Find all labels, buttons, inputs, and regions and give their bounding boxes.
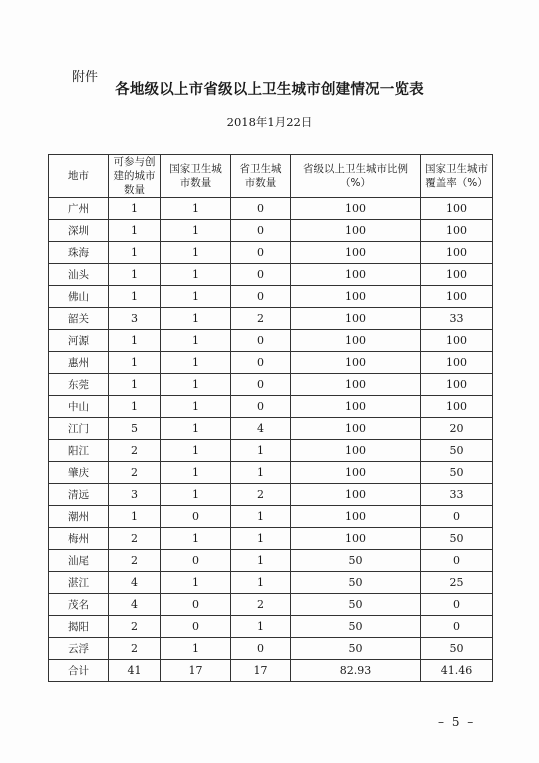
value-cell-eligible-count: 1 — [109, 286, 161, 308]
column-header-line: 省卫生城 — [239, 163, 282, 175]
value-cell-eligible-count: 2 — [109, 550, 161, 572]
attachment-label: 附件 — [72, 70, 99, 85]
value-cell-national-count: 1 — [161, 308, 231, 330]
city-cell: 梅州 — [49, 528, 109, 550]
value-cell-national-count: 1 — [161, 484, 231, 506]
city-cell: 珠海 — [49, 242, 109, 264]
value-cell-national-count: 1 — [161, 264, 231, 286]
value-cell-eligible-count: 1 — [109, 330, 161, 352]
value-cell-national-count: 1 — [161, 528, 231, 550]
city-cell: 河源 — [49, 330, 109, 352]
value-cell-eligible-count: 4 — [109, 572, 161, 594]
value-cell-national-count: 1 — [161, 220, 231, 242]
value-cell-eligible-count: 1 — [109, 220, 161, 242]
hygienic-city-table — [48, 154, 493, 682]
table-row — [49, 286, 493, 308]
city-cell: 东莞 — [49, 374, 109, 396]
value-cell-provincial-count: 1 — [231, 550, 291, 572]
value-cell-eligible-count: 2 — [109, 528, 161, 550]
value-cell-provincial-count: 1 — [231, 616, 291, 638]
column-header-line: 数量 — [124, 184, 145, 196]
value-cell-coverage: 50 — [421, 462, 493, 484]
value-cell-national-count: 0 — [161, 616, 231, 638]
value-cell-provincial-count: 0 — [231, 396, 291, 418]
city-cell: 汕尾 — [49, 550, 109, 572]
column-header-line: 国家卫生城 — [169, 163, 222, 175]
value-cell-eligible-count: 1 — [109, 374, 161, 396]
value-cell-national-count: 1 — [161, 198, 231, 220]
value-cell-ratio: 100 — [291, 506, 421, 528]
city-cell: 清远 — [49, 484, 109, 506]
column-header-line: 国家卫生城市 — [425, 163, 488, 175]
value-cell-coverage: 100 — [421, 374, 493, 396]
value-cell-coverage: 25 — [421, 572, 493, 594]
value-cell-coverage: 0 — [421, 506, 493, 528]
table-row — [49, 506, 493, 528]
value-cell-coverage: 100 — [421, 396, 493, 418]
table-row — [49, 418, 493, 440]
value-cell-provincial-count: 0 — [231, 330, 291, 352]
city-cell: 肇庆 — [49, 462, 109, 484]
value-cell-ratio: 100 — [291, 396, 421, 418]
value-cell-coverage: 33 — [421, 484, 493, 506]
table-row — [49, 528, 493, 550]
city-cell: 惠州 — [49, 352, 109, 374]
value-cell-ratio: 50 — [291, 616, 421, 638]
value-cell-coverage: 0 — [421, 550, 493, 572]
value-cell-eligible-count: 1 — [109, 352, 161, 374]
value-cell-eligible-count: 2 — [109, 616, 161, 638]
value-cell-ratio: 100 — [291, 198, 421, 220]
value-cell-provincial-count: 0 — [231, 374, 291, 396]
document-title: 各地级以上市省级以上卫生城市创建情况一览表 — [115, 82, 424, 98]
column-header-city — [49, 155, 109, 198]
value-cell-provincial-count: 1 — [231, 462, 291, 484]
value-cell-provincial-count: 0 — [231, 198, 291, 220]
value-cell-eligible-count: 1 — [109, 506, 161, 528]
table-row — [49, 220, 493, 242]
value-cell-eligible-count: 2 — [109, 638, 161, 660]
value-cell-ratio: 100 — [291, 462, 421, 484]
value-cell-provincial-count: 0 — [231, 638, 291, 660]
city-cell: 韶关 — [49, 308, 109, 330]
value-cell-eligible-count: 1 — [109, 396, 161, 418]
value-cell-provincial-count: 0 — [231, 264, 291, 286]
value-cell-eligible-count: 2 — [109, 462, 161, 484]
value-cell-provincial-count: 2 — [231, 594, 291, 616]
value-cell-eligible-count: 3 — [109, 484, 161, 506]
value-cell-eligible-count: 3 — [109, 308, 161, 330]
value-cell-national-count: 1 — [161, 396, 231, 418]
value-cell-provincial-count: 1 — [231, 572, 291, 594]
table-row — [49, 308, 493, 330]
table-row — [49, 374, 493, 396]
value-cell-ratio: 50 — [291, 594, 421, 616]
value-cell-coverage: 100 — [421, 330, 493, 352]
city-cell: 揭阳 — [49, 616, 109, 638]
table-row — [49, 638, 493, 660]
value-cell-provincial-count: 4 — [231, 418, 291, 440]
value-cell-provincial-count: 0 — [231, 242, 291, 264]
table-row — [49, 484, 493, 506]
value-cell-provincial-count: 2 — [231, 308, 291, 330]
column-header-line: 省级以上卫生城市比例 — [303, 163, 408, 175]
city-cell: 汕头 — [49, 264, 109, 286]
value-cell-ratio: 100 — [291, 352, 421, 374]
city-cell: 云浮 — [49, 638, 109, 660]
value-cell-ratio: 50 — [291, 550, 421, 572]
value-cell-ratio: 100 — [291, 440, 421, 462]
value-cell-ratio: 100 — [291, 286, 421, 308]
city-cell: 茂名 — [49, 594, 109, 616]
city-cell: 广州 — [49, 198, 109, 220]
value-cell-ratio: 100 — [291, 374, 421, 396]
value-cell-national-count: 1 — [161, 462, 231, 484]
value-cell-coverage: 33 — [421, 308, 493, 330]
page-number: – 5 – — [438, 715, 476, 729]
value-cell-coverage: 50 — [421, 528, 493, 550]
value-cell-coverage: 41.46 — [421, 660, 493, 682]
value-cell-national-count: 1 — [161, 638, 231, 660]
value-cell-coverage: 50 — [421, 440, 493, 462]
value-cell-national-count: 1 — [161, 242, 231, 264]
value-cell-national-count: 1 — [161, 440, 231, 462]
table-row — [49, 352, 493, 374]
value-cell-eligible-count: 4 — [109, 594, 161, 616]
table-row — [49, 594, 493, 616]
city-cell: 潮州 — [49, 506, 109, 528]
value-cell-national-count: 1 — [161, 374, 231, 396]
value-cell-eligible-count: 1 — [109, 198, 161, 220]
value-cell-provincial-count: 1 — [231, 440, 291, 462]
table-row — [49, 330, 493, 352]
value-cell-provincial-count: 17 — [231, 660, 291, 682]
column-header-line: 可参与创 — [113, 156, 156, 168]
value-cell-ratio: 100 — [291, 264, 421, 286]
column-header-line: 覆盖率（%） — [425, 177, 488, 189]
value-cell-ratio: 100 — [291, 220, 421, 242]
city-cell: 江门 — [49, 418, 109, 440]
city-cell: 深圳 — [49, 220, 109, 242]
value-cell-ratio: 100 — [291, 528, 421, 550]
value-cell-provincial-count: 0 — [231, 286, 291, 308]
value-cell-ratio: 50 — [291, 638, 421, 660]
value-cell-national-count: 1 — [161, 330, 231, 352]
value-cell-national-count: 0 — [161, 550, 231, 572]
city-cell: 湛江 — [49, 572, 109, 594]
value-cell-national-count: 0 — [161, 506, 231, 528]
value-cell-coverage: 0 — [421, 594, 493, 616]
value-cell-national-count: 17 — [161, 660, 231, 682]
value-cell-coverage: 20 — [421, 418, 493, 440]
column-header-line: 市数量 — [179, 177, 212, 189]
column-header-provincial-count — [231, 155, 291, 198]
table-row — [49, 242, 493, 264]
table-header-row — [49, 155, 493, 198]
table-row — [49, 550, 493, 572]
value-cell-coverage: 100 — [421, 286, 493, 308]
value-cell-provincial-count: 2 — [231, 484, 291, 506]
column-header-line: 市数量 — [244, 177, 277, 189]
value-cell-eligible-count: 41 — [109, 660, 161, 682]
value-cell-national-count: 1 — [161, 418, 231, 440]
value-cell-coverage: 0 — [421, 616, 493, 638]
table-row — [49, 462, 493, 484]
value-cell-eligible-count: 1 — [109, 242, 161, 264]
value-cell-coverage: 100 — [421, 352, 493, 374]
table-row — [49, 198, 493, 220]
table-row — [49, 396, 493, 418]
city-cell: 合计 — [49, 660, 109, 682]
value-cell-coverage: 100 — [421, 198, 493, 220]
value-cell-national-count: 0 — [161, 594, 231, 616]
city-cell: 阳江 — [49, 440, 109, 462]
document-date: 2018年1月22日 — [226, 115, 313, 129]
value-cell-ratio: 100 — [291, 308, 421, 330]
value-cell-eligible-count: 5 — [109, 418, 161, 440]
table-row — [49, 440, 493, 462]
value-cell-coverage: 100 — [421, 220, 493, 242]
total-row — [49, 660, 493, 682]
value-cell-coverage: 100 — [421, 242, 493, 264]
value-cell-provincial-count: 1 — [231, 528, 291, 550]
value-cell-ratio: 100 — [291, 484, 421, 506]
column-header-line: 地市 — [68, 170, 89, 182]
value-cell-provincial-count: 0 — [231, 352, 291, 374]
column-header-line: 建的城市 — [113, 170, 156, 182]
value-cell-provincial-count: 0 — [231, 220, 291, 242]
value-cell-ratio: 50 — [291, 572, 421, 594]
column-header-eligible-count — [109, 155, 161, 198]
value-cell-ratio: 100 — [291, 418, 421, 440]
city-cell: 中山 — [49, 396, 109, 418]
value-cell-ratio: 100 — [291, 242, 421, 264]
value-cell-provincial-count: 1 — [231, 506, 291, 528]
column-header-line: （%） — [340, 177, 371, 189]
table-body — [49, 198, 493, 682]
value-cell-national-count: 1 — [161, 352, 231, 374]
value-cell-eligible-count: 2 — [109, 440, 161, 462]
city-cell: 佛山 — [49, 286, 109, 308]
value-cell-national-count: 1 — [161, 572, 231, 594]
table-row — [49, 616, 493, 638]
value-cell-national-count: 1 — [161, 286, 231, 308]
value-cell-coverage: 100 — [421, 264, 493, 286]
column-header-national-count — [161, 155, 231, 198]
column-header-coverage — [421, 155, 493, 198]
value-cell-coverage: 50 — [421, 638, 493, 660]
value-cell-eligible-count: 1 — [109, 264, 161, 286]
table-row — [49, 264, 493, 286]
value-cell-ratio: 100 — [291, 330, 421, 352]
table-row — [49, 572, 493, 594]
column-header-ratio — [291, 155, 421, 198]
value-cell-ratio: 82.93 — [291, 660, 421, 682]
